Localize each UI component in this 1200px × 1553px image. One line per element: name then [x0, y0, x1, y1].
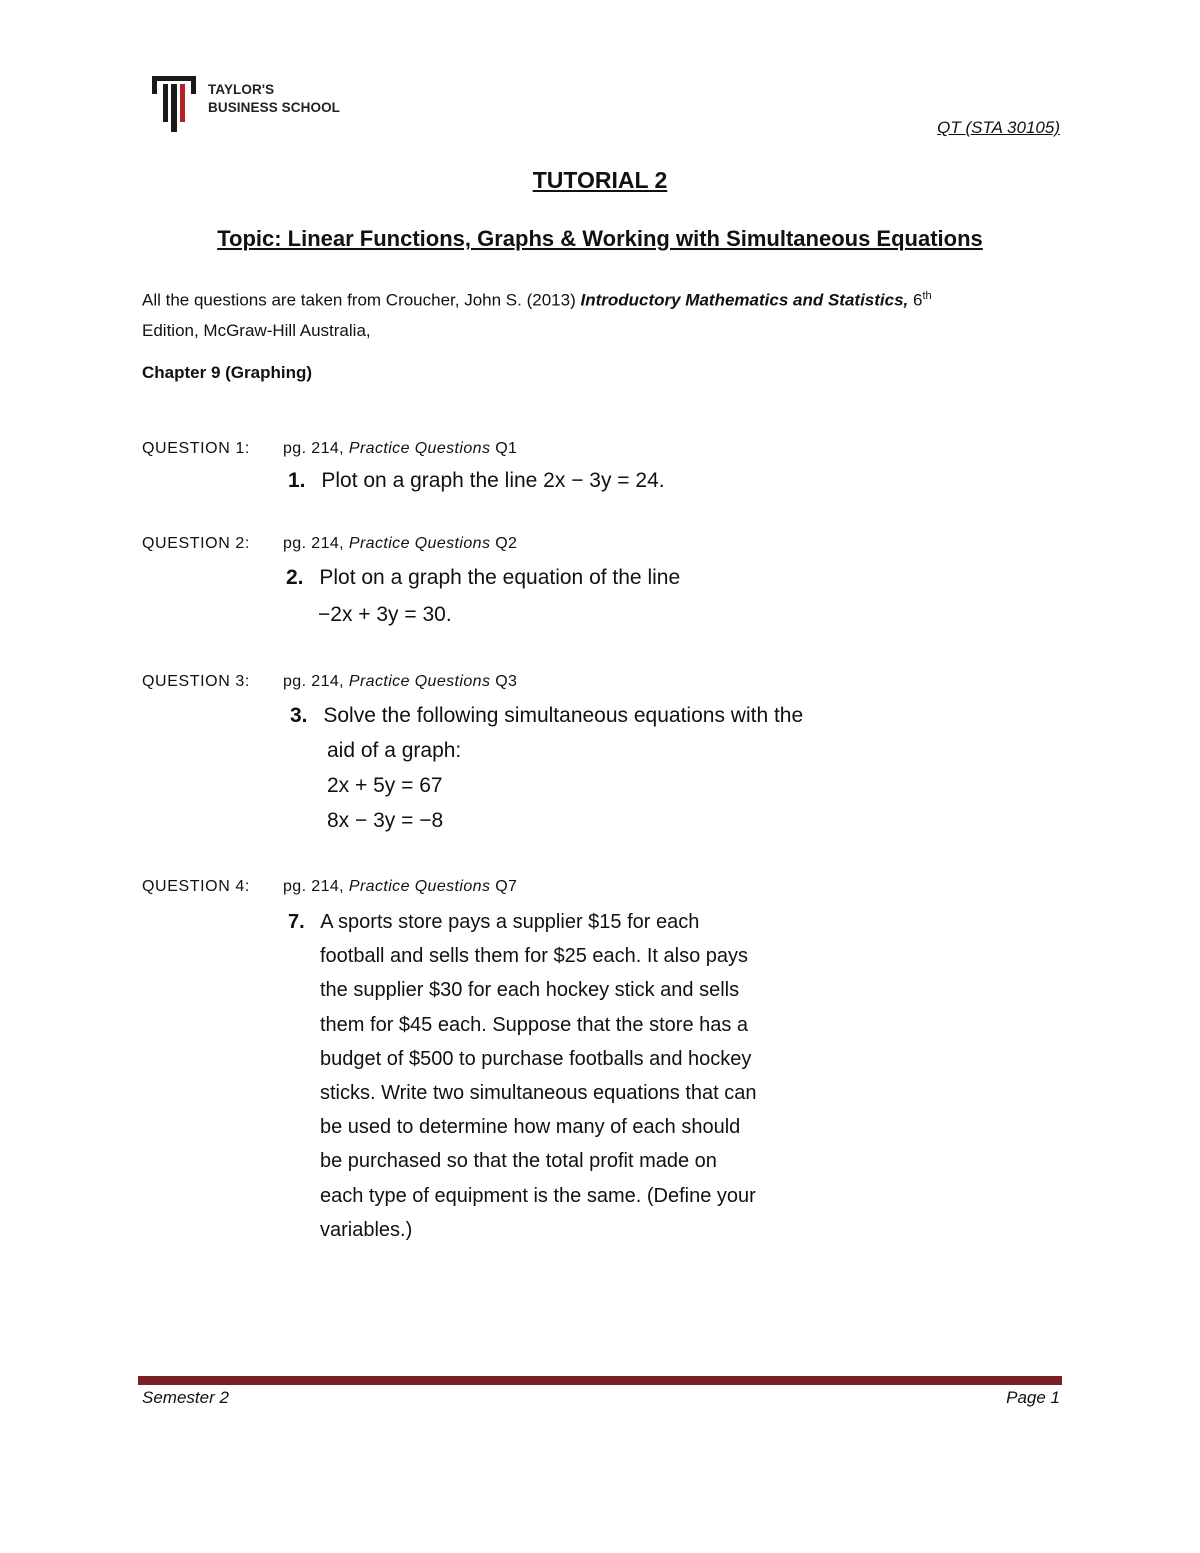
question-2-reference: [283, 535, 517, 553]
course-code: QT (STA 30105): [937, 118, 1060, 137]
source-citation: [142, 281, 1072, 346]
question-2-text: Plot on a graph the equation of the line: [319, 566, 681, 589]
ref-question: Q3: [490, 673, 518, 690]
question-4-number: 7.: [288, 911, 305, 933]
question-4-label: QUESTION 4:: [142, 878, 250, 895]
ref-question: Q1: [490, 440, 518, 457]
edition-superscript: th: [922, 290, 932, 302]
question-3-number: 3.: [290, 704, 308, 727]
question-4-line: [288, 905, 757, 939]
question-2-equation: −2x + 3y = 30.: [318, 603, 452, 626]
footer-semester: Semester 2: [142, 1388, 229, 1407]
question-1-reference: [283, 440, 517, 458]
question-4-line: be used to determine how many of each should: [320, 1116, 741, 1139]
question-4-line: sticks. Write two simultaneous equations that can: [320, 1081, 757, 1104]
question-3-line-2: aid of a graph:: [327, 739, 462, 762]
question-4-line: football and sells them for $25 each. It also pays: [320, 945, 749, 968]
question-2-number: 2.: [286, 566, 304, 589]
book-title: Introductory Mathematics and Statistics,: [580, 290, 909, 310]
page-title: TUTORIAL 2: [532, 167, 668, 193]
logo-wordmark: [208, 81, 340, 117]
ref-section: Practice Questions: [348, 440, 491, 457]
taylors-crest-icon: [150, 74, 200, 132]
question-4-text: A sports store pays a supplier $15 for each: [320, 911, 700, 933]
question-3-body: [290, 704, 803, 728]
question-4-line: be purchased so that the total profit made on: [320, 1150, 717, 1173]
logo-line-1: TAYLOR'S: [208, 82, 275, 97]
school-logo: [150, 74, 350, 132]
edition-number: 6: [908, 290, 923, 310]
ref-question: Q7: [490, 878, 518, 895]
question-3-line-1: Solve the following simultaneous equations with the: [323, 704, 804, 727]
ref-section: Practice Questions: [348, 535, 491, 552]
logo-line-2: BUSINESS SCHOOL: [208, 100, 341, 115]
topic-heading: Topic: Linear Functions, Graphs & Working with Simultaneous Equations: [217, 226, 983, 251]
question-3-equation-1: 2x + 5y = 67: [327, 774, 443, 797]
question-4-reference: [283, 878, 517, 896]
ref-section: Practice Questions: [348, 673, 491, 690]
question-4-line: each type of equipment is the same. (Define your: [320, 1184, 756, 1207]
question-1-text: Plot on a graph the line 2x − 3y = 24.: [321, 469, 665, 492]
citation-prefix: All the questions are taken from Croucher, John S. (2013): [142, 290, 581, 310]
question-4-line: them for $45 each. Suppose that the store has a: [320, 1013, 749, 1036]
question-4-body: [288, 905, 757, 1247]
ref-page: pg. 214,: [283, 440, 349, 457]
question-4-line: variables.): [320, 1218, 413, 1241]
ref-page: pg. 214,: [283, 535, 349, 552]
chapter-heading: Chapter 9 (Graphing): [142, 363, 313, 382]
footer-divider: [138, 1376, 1062, 1385]
question-3-reference: [283, 673, 517, 691]
footer-page-number: Page 1: [1006, 1388, 1060, 1407]
ref-page: pg. 214,: [283, 673, 349, 690]
question-4-line: budget of $500 to purchase footballs and hockey: [320, 1047, 752, 1070]
question-1-label: QUESTION 1:: [142, 440, 250, 457]
question-4-line: the supplier $30 for each hockey stick and sells: [320, 979, 740, 1002]
ref-section: Practice Questions: [348, 878, 491, 895]
citation-publisher: Edition, McGraw-Hill Australia,: [142, 320, 371, 340]
question-2-body: [286, 566, 680, 590]
question-1-number: 1.: [288, 469, 306, 492]
ref-question: Q2: [490, 535, 518, 552]
question-3-label: QUESTION 3:: [142, 673, 250, 690]
question-3-equation-2: 8x − 3y = −8: [327, 809, 444, 832]
question-2-label: QUESTION 2:: [142, 535, 250, 552]
ref-page: pg. 214,: [283, 878, 349, 895]
question-1-body: [288, 469, 665, 493]
